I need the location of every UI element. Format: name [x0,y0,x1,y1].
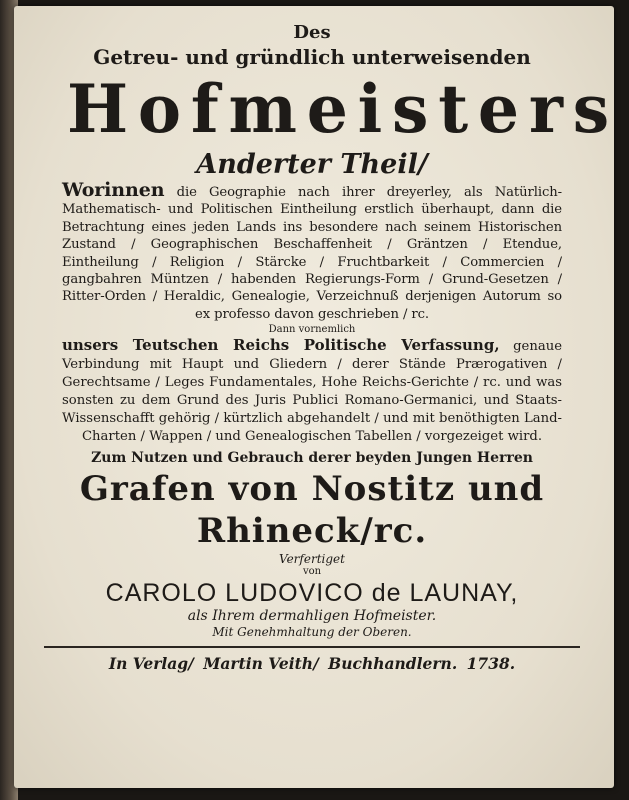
imprint-year: 1738. [466,654,516,674]
purpose-line: Zum Nutzen und Gebrauch derer beyden Jungen Herren [91,450,533,467]
section2-lead: unsers Teutschen Reichs Politische Verfassung, [62,336,500,355]
part-title: Anderter Theil/ [196,149,428,180]
connector-text: Dann vornemlich [268,324,356,336]
title-line-1: Des [293,22,331,43]
section2-paragraph [62,336,562,446]
imprint-trade: Buchhandlern. [328,654,458,674]
title-page-text [62,22,619,676]
description-text: die Geographie nach ihrer dreyerley, als Natürlich-Mathematisch- und Politischen Eintheilung erstlich überhaupt, dann die Betrachtung eines jeden Lands ins besondere nach seinem Historischen Zustand / Geographischen Beschaffenheit / Gräntzen / Etendue, Eintheilung / Religion / Stärcke / Fruchtbarkeit / Commercien / gangbahren Müntzen / habenden Regierungs-Form / Grund-Gesetzen / Ritter-Orden / Heraldic, Genealogie, Verzeichnuß derjenigen Autorum so ex professo davon geschrieben / rc. [62,185,562,322]
main-title: Hofmeisters [67,70,619,148]
imprint-place: In Verlag/ [108,654,194,674]
imprint-publisher: Martin Veith/ [203,654,319,674]
by-line: von [302,566,322,578]
description-lead: Worinnen [62,179,165,201]
counts-line: Grafen von Nostitz und Rhineck/rc. [79,469,545,552]
description-paragraph [62,179,562,323]
author-name: CAROLO LUDOVICO de LAUNAY, [105,579,519,608]
author-role: als Ihrem dermahligen Hofmeister. [187,608,437,625]
section2-text: genaue Verbindung mit Haupt und Gliedern / derer Stände Prærogativen / Gerechtsame / Leges Fundamentales, Hohe Reichs-Gerichte / rc. und was sonsten zu dem Grund des Juris Publici Romano-Germanici, und Staats-Wissenschafft gehörig / kürtzlich abgehandelt / und mit benöthigten Land-Charten / Wappen / und Genealogischen Tabellen / vorgezeiget wird. [62,339,562,445]
divider-rule [44,646,580,648]
imprint-line [62,652,562,676]
approval-line: Mit Genehmhaltung der Oberen. [212,625,412,640]
prepared-line: Verfertiget [279,552,345,567]
title-line-2: Getreu- und gründlich unterweisenden [93,45,531,69]
